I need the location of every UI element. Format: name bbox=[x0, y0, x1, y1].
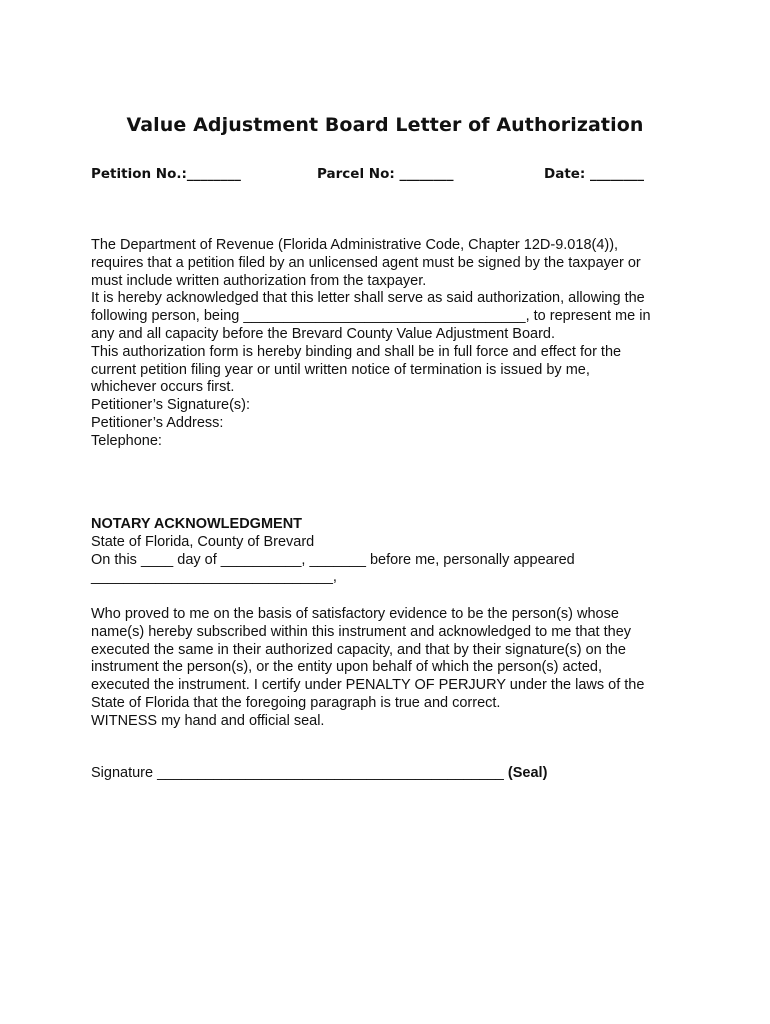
document-title: Value Adjustment Board Letter of Authorization bbox=[126, 114, 644, 136]
body-line: instrument the person(s), or the entity upon behalf of which the person(s) acted, bbox=[91, 659, 602, 676]
body-line: Who proved to me on the basis of satisfactory evidence to be the person(s) whose bbox=[91, 606, 619, 622]
body-line: any and all capacity before the Brevard County Value Adjustment Board. bbox=[91, 325, 556, 342]
body-line: The Department of Revenue (Florida Administrative Code, Chapter 12D-9.018(4)), bbox=[91, 237, 619, 253]
date-field: Date: ________ bbox=[544, 166, 645, 182]
body-line: whichever occurs first. bbox=[91, 379, 235, 396]
signature-line bbox=[91, 765, 691, 783]
notary-section bbox=[91, 516, 691, 587]
notary-line: On this ____ day of __________, _______ before me, personally appeared bbox=[91, 551, 575, 568]
body-line: name(s) hereby subscribed within this instrument and acknowledged to me that they bbox=[91, 623, 632, 640]
body-line: requires that a petition filed by an unlicensed agent must be signed by the taxpayer or bbox=[91, 254, 641, 271]
body-line: executed the same in their authorized capacity, and that by their signature(s) on the bbox=[91, 641, 626, 658]
petition-number-field: Petition No.:________ bbox=[91, 166, 241, 182]
notary-line: ______________________________, bbox=[91, 569, 337, 586]
body-line: State of Florida that the foregoing paragraph is true and correct. bbox=[91, 694, 501, 711]
signature-label: Signature ___________________________________________ bbox=[91, 765, 504, 781]
witness-line: WITNESS my hand and official seal. bbox=[91, 712, 325, 729]
body-line: must include written authorization from the taxpayer. bbox=[91, 272, 427, 289]
body-line: This authorization form is hereby binding and shall be in full force and effect for the bbox=[91, 343, 622, 360]
body-line: It is hereby acknowledged that this letter shall serve as said authorization, allowing the bbox=[91, 290, 645, 307]
notary-heading: NOTARY ACKNOWLEDGMENT bbox=[91, 516, 303, 532]
telephone-label: Telephone: bbox=[91, 432, 162, 449]
seal-label: (Seal) bbox=[507, 765, 548, 781]
petitioner-address-label: Petitioner’s Address: bbox=[91, 414, 224, 431]
notary-line: State of Florida, County of Brevard bbox=[91, 533, 315, 550]
acknowledgment-body bbox=[91, 606, 691, 731]
agent-name-line: following person, being ___________________________________, to represent me in bbox=[91, 308, 651, 325]
body-line: current petition filing year or until written notice of termination is issued by me, bbox=[91, 361, 590, 378]
parcel-number-field: Parcel No: ________ bbox=[317, 166, 454, 182]
petitioner-signature-label: Petitioner’s Signature(s): bbox=[91, 397, 251, 414]
body-line: executed the instrument. I certify under PENALTY OF PERJURY under the laws of the bbox=[91, 677, 645, 694]
authorization-body bbox=[91, 237, 691, 451]
